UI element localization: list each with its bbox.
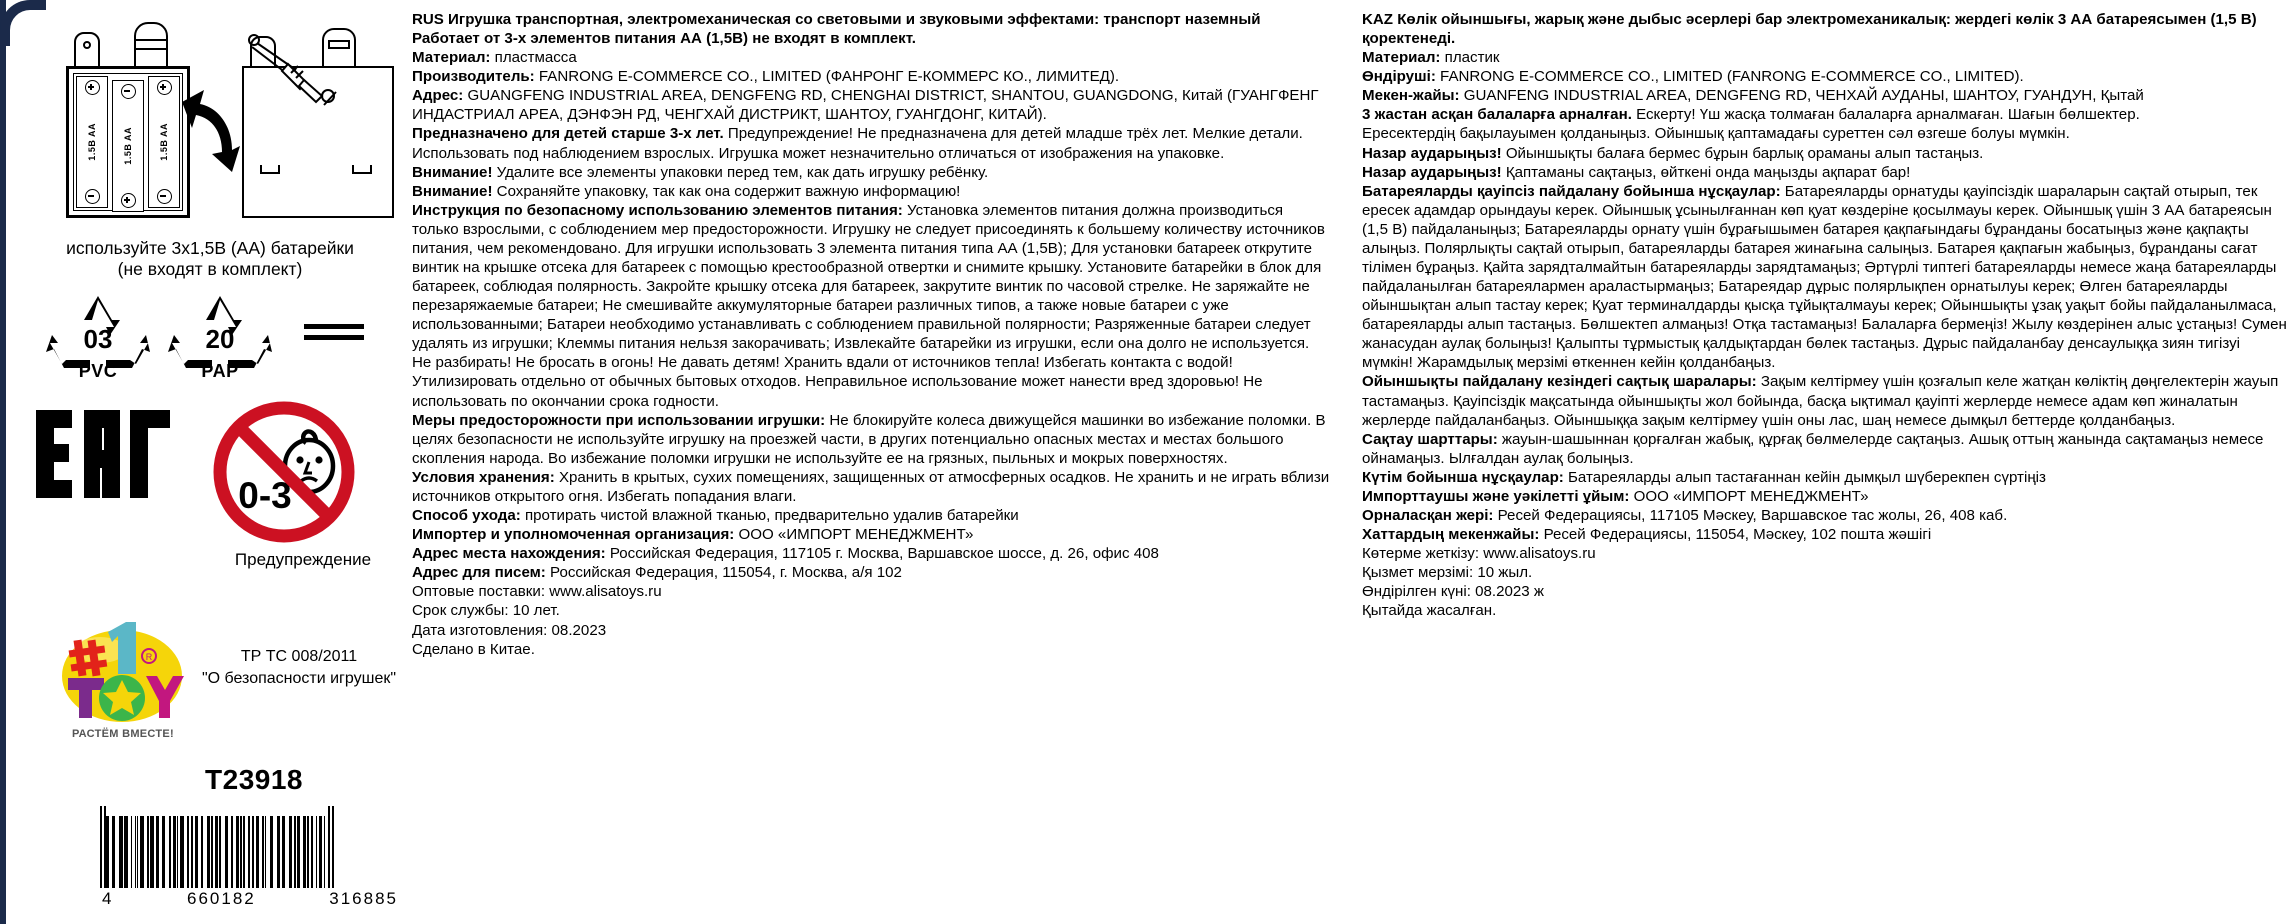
rus-paragraph-body: Дата изготовления: 08.2023 xyxy=(412,621,607,639)
rus-paragraph xyxy=(412,163,1332,182)
kaz-paragraph-heading: Материал: xyxy=(1362,49,1441,67)
rus-paragraph-body: Срок службы: 10 лет. xyxy=(412,602,560,620)
technical-regulation-title: "О безопасности игрушек" xyxy=(201,669,397,687)
rus-paragraph-body: Сделано в Китае. xyxy=(412,640,535,658)
rus-paragraph-body: Использовать под наблюдением взрослых. Игрушка может незначительно отличаться от изображения на упаковке. xyxy=(412,144,1225,162)
rus-paragraph-heading: Внимание! xyxy=(412,182,493,200)
kaz-paragraph-heading: Назар аударыңыз! xyxy=(1362,144,1502,162)
brand-slogan: РАСТЁМ ВМЕСТЕ! xyxy=(71,728,175,740)
number-one-toy-logo xyxy=(56,618,190,728)
barcode-bar xyxy=(332,806,334,888)
rus-paragraph-heading: Адрес: xyxy=(412,87,464,105)
screw-hole-icon xyxy=(83,41,91,49)
rus-paragraph-heading: Импортер и уполномоченная организация: xyxy=(412,526,735,544)
battery-positive-terminal-icon xyxy=(121,193,136,208)
kaz-paragraph xyxy=(1362,372,2287,429)
rus-paragraph-body: FANRONG E-COMMERCE CO., LIMITED (ФАНРОНГ Е-КОММЕРС КО., ЛИМИТЕД). xyxy=(534,68,1120,86)
rus-paragraph-heading: Меры предосторожности при использовании игрушки: xyxy=(412,411,826,429)
rus-paragraph xyxy=(412,29,1332,48)
rus-paragraph xyxy=(412,411,1332,468)
sku-code: T23918 xyxy=(205,764,303,795)
kaz-paragraph-heading: Орналасқан жері: xyxy=(1362,507,1494,525)
kaz-paragraph-heading: Хаттардың мекенжайы: xyxy=(1362,526,1540,544)
kaz-paragraph-heading: Күтім бойынша нұсқаулар: xyxy=(1362,468,1564,486)
kaz-paragraph xyxy=(1362,582,2287,601)
kaz-paragraph-heading: Батареяларды қауіпсіз пайдалану бойынша нұсқаулар: xyxy=(1362,182,1781,200)
screwdriver-icon xyxy=(244,30,349,110)
kaz-paragraph xyxy=(1362,506,2287,525)
kaz-paragraph-body: Батареяларды алып тастағаннан кейін дымқыл шүберекпен сүртіңіз xyxy=(1563,468,2046,486)
kaz-paragraph xyxy=(1362,487,2287,506)
battery-bar xyxy=(304,335,364,340)
kaz-paragraph-body: Қытайда жасалған. xyxy=(1362,602,1497,620)
rus-paragraph xyxy=(412,468,1332,506)
battery-symbol-icon xyxy=(304,324,364,346)
rus-paragraph xyxy=(412,621,1332,640)
recycle-material-label: PVC xyxy=(78,361,118,381)
rus-paragraph-body: Предупреждение! Не предназначена для детей младше трёх лет. Мелкие детали. xyxy=(723,125,1303,143)
rus-paragraph xyxy=(412,640,1332,659)
label-edge-strip-inner xyxy=(6,0,10,924)
rus-paragraph-body: Установка элементов питания должна производиться только взрослыми, с соблюдением мер предосторожности. Игрушку не следует присоединять к большему количеству источников питания, чем рекомендовано. Для игрушки использовать 3 элемента питания типа АА (1,5В); Для установки батареек открутите винтик на крышке отсека для батареек с помощью крестообразной отвертки и снимите крышку. Установите батарейки в блок для батареек, соблюдая полярность. Закройте крышку отсека для батареек, закрутите винтик по часовой стрелке. Не заряжайте не перезаряжаемые батареи; Не смешивайте аккумуляторные батареи различных типов, а также новые батареи с уже использованными; Батареи необходимо устанавливать с соблюдением правильной полярности; Разряженные батареи следует удалять из игрушки; Клеммы питания нельзя закорачивать; Извлекайте батарейки из игрушки, если она долго не используется. Не разбирать! Не бросать в огонь! Не давать детям! Хранить вдали от источников тепла! Избегать контакта с водой! Утилизировать отдельно от обычных бытовых отходов. Неправильное использование может нанести вред здоровью! Не использовать по окончании срока годности. xyxy=(412,201,1325,410)
rus-paragraph-heading: Работает от 3-х элементов питания АА (1,5В) не входят в комплект. xyxy=(412,30,916,48)
rus-paragraph-heading: Способ ухода: xyxy=(412,507,521,525)
rus-paragraph-body: ООО «ИМПОРТ МЕНЕДЖМЕНТ» xyxy=(734,526,974,544)
battery-negative-terminal-icon xyxy=(85,189,100,204)
battery-cell-1 xyxy=(76,76,108,208)
rus-paragraph xyxy=(412,144,1332,163)
battery-negative-terminal-icon xyxy=(121,84,136,99)
battery-caption-line2: (не входят в комплект) xyxy=(117,258,303,279)
kaz-paragraph xyxy=(1362,163,2287,182)
kaz-paragraph xyxy=(1362,468,2287,487)
rus-paragraph-body: Не блокируйте колеса движущейся машинки во избежание поломки. В целях безопасности не используйте игрушку на проезжей части, в других потенциально опасных местах и местах большого скопления народа. Во избежание поломки игрушки не используйте ее на грязных, пыльных и мокрых поверхностях. xyxy=(412,411,1326,467)
rus-paragraph xyxy=(412,10,1332,29)
age-range-text: 0-3 xyxy=(238,475,292,516)
rus-paragraph-heading: Адрес для писем: xyxy=(412,564,546,582)
kaz-paragraph xyxy=(1362,525,2287,544)
battery-caption xyxy=(14,238,406,279)
rus-paragraph-body: Удалите все элементы упаковки перед тем, как дать игрушку ребёнку. xyxy=(492,163,989,181)
kaz-paragraph-body: Өндірілген күні: 08.2023 ж xyxy=(1362,583,1544,601)
left-graphics-panel xyxy=(14,6,406,918)
kaz-paragraph xyxy=(1362,105,2287,124)
rus-paragraph-heading: Материал: xyxy=(412,49,491,67)
kaz-paragraph-body: ООО «ИМПОРТ МЕНЕДЖМЕНТ» xyxy=(1629,487,1869,505)
kaz-paragraph-body: Көтерме жеткізу: www.alisatoys.ru xyxy=(1362,545,1596,563)
kaz-paragraph xyxy=(1362,86,2287,105)
age-restriction-0-3-icon xyxy=(208,398,363,550)
rus-paragraph-heading: Инструкция по безопасному использованию элементов питания: xyxy=(412,201,903,219)
recycle-material-label: PAP xyxy=(201,361,239,381)
rus-paragraph-body: GUANGFENG INDUSTRIAL AREA, DENGFENG RD, CHENGHAI DISTRICT, SHANTOU, GUANGDONG, Китай (ГУАНГФЕНГ ИНДАСТРИАЛ АРЕА, ДЭНФЭН РД, ЧЕНГХАЙ ДИСТРИКТ, ШАНТОУ, ГУАНГДОНГ, КИТАЙ). xyxy=(412,87,1319,124)
rus-paragraph xyxy=(412,201,1332,411)
battery-positive-terminal-icon xyxy=(85,80,100,95)
battery-installation-diagram xyxy=(34,14,404,236)
battery-cell-label: 1.5B AA xyxy=(159,123,169,161)
barcode-bars xyxy=(100,806,400,888)
toy-case-foot xyxy=(260,165,280,174)
russian-text-column xyxy=(412,10,1332,659)
kaz-paragraph-body: Ескерту! Үш жасқа толмаған балаларға арналмаған. Шағын бөлшектер. xyxy=(1631,106,2140,124)
battery-positive-terminal-icon xyxy=(157,80,172,95)
lid-tab-line xyxy=(136,48,166,50)
age-warning-caption: Предупреждение xyxy=(234,550,372,569)
rus-paragraph-heading: Предназначено для детей старше 3-х лет. xyxy=(412,125,724,143)
kaz-paragraph-body: GUANFENG INDUSTRIAL AREA, DENGFENG RD, ЧЕНХАЙ АУДАНЫ, ШАНТОУ, ГУАНДУН, Қытай xyxy=(1459,87,2144,105)
conformity-and-age-marks-row xyxy=(28,398,408,578)
kaz-paragraph-heading: Мекен-жайы: xyxy=(1362,87,1460,105)
technical-regulation-code: ТР ТС 008/2011 xyxy=(240,648,358,665)
registered-mark: R xyxy=(145,652,153,662)
rus-paragraph-body: протирать чистой влажной тканью, предварительно удалив батарейки xyxy=(520,507,1019,525)
kaz-paragraph-body: жауын-шашыннан қорғалған жабық, құрғақ бөлмелерде сақтаңыз. Ашық оттың жанында сақтамаңыз немесе ойнамаңыз. Ылғалдан аулақ болыңыз. xyxy=(1362,430,2264,467)
technical-regulation-block xyxy=(184,646,414,689)
recycle-symbol-pvc xyxy=(44,296,152,379)
battery-compartment-inner xyxy=(73,73,183,211)
battery-caption-line1: используйте 3x1,5В (АА) батарейки xyxy=(66,238,354,258)
rus-paragraph-body: пластмасса xyxy=(490,49,577,67)
kaz-paragraph-body: пластик xyxy=(1440,49,1500,67)
kazakh-text-column xyxy=(1362,10,2287,621)
battery-cell-2 xyxy=(112,80,144,212)
barcode-digit-group-1: 660182 xyxy=(187,889,256,908)
recycle-code-number: 20 xyxy=(205,324,235,354)
kaz-paragraph-body: FANRONG E-COMMERCE CO., LIMITED (FANRONG E-COMMERCE CO., LIMITED). xyxy=(1435,68,2024,86)
rus-paragraph xyxy=(412,544,1332,563)
kaz-paragraph xyxy=(1362,430,2287,468)
kaz-paragraph-body: Ересектердің бақылауымен қолданыңыз. Ойыншық қаптамадағы суреттен сәл өзгеше болуы мүмкін. xyxy=(1362,125,2070,143)
rus-paragraph xyxy=(412,525,1332,544)
rus-paragraph xyxy=(412,124,1332,143)
rus-paragraph-body: Оптовые поставки: www.alisatoys.ru xyxy=(412,583,662,601)
rus-paragraph-heading: Внимание! xyxy=(412,163,493,181)
kaz-paragraph-body: Батареяларды орнатуды қауіпсіздік шараларын сақтай отырып, тек ересек адамдар орындауы керек. Ойыншық ұсынылғаннан көп қуат көздеріне қосылмауы керек. Ойыншық үшін 3 АА батареясын (1,5 В) пайдаланыңыз; Батареяларды орнату үшін бұрағышымен батарея қақпағындағы бұранданы босатыңыз және қақпақты алыңыз. Полярлықты сақтай отырып, батареяларды батарея жинағына салыңыз. Батарея қақпағын жабыңыз, бұранданы сағат тілімен бұраңыз. Қайта зарядталмайтын батареяларды зарядтамаңыз; Әртүрлі типтегі батареяларды немесе жаңа батареяларды пайдаланылған батареялармен араластырмаңыз; Батареядар дұрыс полярлықпен орнатылуы керек; Өлген батареяларды ойыншықтан алып тастау керек; Қуат терминалдарды қысқа тұйықталмауы керек; Ойыншықты ұзақ уақыт бойы пайдаланылмаса, батареяларды алып тастаңыз. Бөлшектеп алмаңыз! Отқа тастамаңыз! Балаларға бермеңіз! Жылу көздерінен алыс ұстаңыз! Сумен жанасудан аулақ болыңыз! Қалыпты тұрмыстық қалдықтардан бөлек тастаңыз. Дұрыс пайдаланбау денсаулыққа зиян тигізуі мүмкін! Жарамдылық мерзімі өткеннен кейін қолданбаңыз. xyxy=(1362,182,2287,372)
rus-paragraph xyxy=(412,48,1332,67)
rus-paragraph xyxy=(412,86,1332,124)
rus-paragraph xyxy=(412,563,1332,582)
rus-paragraph-body: Российская Федерация, 115054, г. Москва, а/я 102 xyxy=(545,564,902,582)
kaz-paragraph xyxy=(1362,10,2287,48)
kaz-paragraph-heading: KAZ Көлік ойыншығы, жарық және дыбыс әсерлері бар электромеханикалық: жердегі көлік 3 АА батареясымен (1,5 В) қоректенеді. xyxy=(1362,11,2257,48)
rus-paragraph-heading: Производитель: xyxy=(412,68,535,86)
rus-paragraph-body: Хранить в крытых, сухих помещениях, защищенных от атмосферных осадков. Не хранить и не играть вблизи источников открытого огня. Избегать попадания влаги. xyxy=(412,468,1330,505)
lid-tab-line xyxy=(136,39,166,41)
battery-cell-label: 1.5B AA xyxy=(87,123,97,161)
kaz-paragraph-heading: 3 жастан асқан балаларға арналған. xyxy=(1362,106,1632,124)
installation-arrow-icon xyxy=(174,76,254,186)
battery-compartment xyxy=(66,66,190,218)
battery-lid-screw-tab xyxy=(74,32,100,68)
kaz-paragraph-body: Қызмет мерзімі: 10 жыл. xyxy=(1362,564,1533,582)
recycle-symbol-pap xyxy=(166,296,274,379)
barcode xyxy=(100,806,400,909)
recycling-symbols-row xyxy=(34,296,404,396)
rus-paragraph xyxy=(412,601,1332,620)
kaz-paragraph xyxy=(1362,48,2287,67)
kaz-paragraph xyxy=(1362,144,2287,163)
kaz-paragraph-body: Зақым келтірмеу үшін қозғалып келе жатқан көліктің дөңгелектерін жауып тастамаңыз. Қауіпсіздік мақсатында ойыншықты жол бойында, басқа ықтимал қауіпті жерлерде немесе адам көп жиналатын жерлерде пайдаланбаңыз. Ойыншыққа зақым келтірмеу үшін оны лас, шаң немесе дымқыл беттерде қолданбаңыз. xyxy=(1362,373,2279,429)
rus-paragraph xyxy=(412,582,1332,601)
kaz-paragraph-heading: Импорттаушы және уәкілетті ұйым: xyxy=(1362,487,1630,505)
eac-conformity-icon xyxy=(34,406,174,502)
kaz-paragraph-body: Ресей Федерациясы, 117105 Мәскеу, Варшавское тас жолы, 26, 408 каб. xyxy=(1493,507,2008,525)
kaz-paragraph-body: Ресей Федерациясы, 115054, Мәскеу, 102 пошта жәшігі xyxy=(1539,526,1932,544)
barcode-digit-group-2: 316885 xyxy=(329,889,398,908)
kaz-paragraph xyxy=(1362,182,2287,373)
kaz-paragraph-heading: Ойыншықты пайдалану кезіндегі сақтық шаралары: xyxy=(1362,373,1757,391)
toy-case-foot xyxy=(352,165,372,174)
kaz-paragraph xyxy=(1362,601,2287,620)
kaz-paragraph xyxy=(1362,563,2287,582)
barcode-digits xyxy=(100,888,400,909)
kaz-paragraph xyxy=(1362,67,2287,86)
rus-paragraph-heading: Условия хранения: xyxy=(412,468,555,486)
battery-bar xyxy=(304,324,364,329)
rus-paragraph-heading: Адрес места нахождения: xyxy=(412,545,606,563)
kaz-paragraph-heading: Сақтау шарттары: xyxy=(1362,430,1498,448)
kaz-paragraph xyxy=(1362,544,2287,563)
kaz-paragraph-body: Қаптаманы сақтаңыз, өйткені онда маңызды ақпарат бар! xyxy=(1501,163,1911,181)
battery-cell-label: 1.5B AA xyxy=(123,127,133,165)
battery-lid-tab xyxy=(134,22,168,68)
kaz-paragraph-body: Ойыншықты балаға бермес бұрын барлық ораманы алып тастаңыз. xyxy=(1501,144,1984,162)
rus-paragraph-body: Сохраняйте упаковку, так как она содержит важную информацию! xyxy=(492,182,961,200)
recycle-code-number: 03 xyxy=(83,324,113,354)
kaz-paragraph-heading: Өндіруші: xyxy=(1362,68,1436,86)
barcode-digit-first: 4 xyxy=(102,889,114,908)
rus-paragraph-body: Российская Федерация, 117105 г. Москва, Варшавское шоссе, д. 26, офис 408 xyxy=(605,545,1159,563)
battery-negative-terminal-icon xyxy=(157,189,172,204)
rus-paragraph xyxy=(412,182,1332,201)
rus-paragraph-heading: RUS Игрушка транспортная, электромеханическая со световыми и звуковыми эффектами: транспорт наземный xyxy=(412,11,1261,28)
kaz-paragraph-heading: Назар аударыңыз! xyxy=(1362,163,1502,181)
kaz-paragraph xyxy=(1362,124,2287,143)
rus-paragraph xyxy=(412,67,1332,86)
rus-paragraph xyxy=(412,506,1332,525)
